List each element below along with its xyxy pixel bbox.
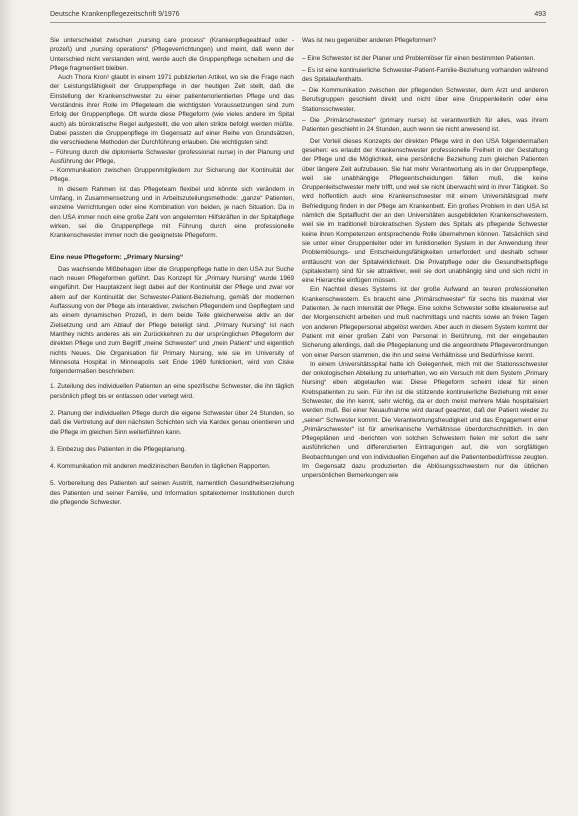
list-item: 4. Kommunikation mit anderen medizinischen Berufen in täglichen Rapporten. <box>50 463 271 471</box>
list-item: 5. Vorbereitung des Patienten auf seinen Austritt, namentlich Gesundheitserziehung des Patienten und seiner Familie, und Information spitalexterner Institutionen durch die pflegende Schwester. <box>50 480 294 507</box>
dash-list <box>302 54 548 134</box>
paragraph: – Führung durch die diplomierte Schwester (professional nurse) in der Planung und Ausführung der Pflege, <box>50 148 294 165</box>
paragraph: Ein Nachteil dieses Systems ist der große Aufwand an teuren professionellen Krankenschwestern. Es braucht eine „Primärschwester“ für sechs bis maximal vier Patienten. Je nach Intensität der Pflege. Eine solche Schwester sollte idealerweise auf der Morgenschicht arbeiten und muß nachmittags und nachts sowie an freien Tagen von anderen Pflegepersonal abgelöst werden. Aber auch in diesem System kommt der Patient mit einer großen Zahl von Personal in Berührung, mit der eingebauten Sicherung allerdings, daß die Pflegeplanung und die angeordnete Pflegeverordnungen von einer Person stammen, die ihn und seine Verhältnisse und Bedürfnisse kennt. <box>302 286 548 359</box>
dash-item: – Die „Primärschwester“ (primary nurse) ist verantwortlich für alles, was ihrem Patienten geschieht in 24 Stunden, auch wenn sie nicht anwesend ist. <box>302 117 548 134</box>
paragraph: Sie unterscheidet zwischen „nursing care process“ (Krankenpflegeablauf oder -prozeß) und „nursing operations“ (Pflegeverrichtungen) und meint, daß wenn der Unterschied nicht verstanden wird, werde auch die Gruppenpflege scheitern und die Pflege fragmentiert bleiben. <box>50 37 294 72</box>
question-line: Was ist neu gegenüber anderen Pflegeformen? <box>302 37 437 44</box>
page-number: 493 <box>534 11 546 18</box>
list-item: 1. Zuteilung des individuellen Patienten an eine spezifische Schwester, die ihn täglich persönlich pflegt bis er entlassen oder verlegt wird. <box>50 383 294 400</box>
right-column <box>302 36 548 481</box>
running-header <box>50 10 546 23</box>
paragraph: – Kommunikation zwischen Gruppenmitgliedern zur Sicherung der Kontinuität der Pflege. <box>50 167 294 184</box>
dash-item: – Eine Schwester ist der Planer und Problemlöser für einen bestimmten Patienten. <box>302 55 536 63</box>
list-item: 2. Planung der individuellen Pflege durch die eigene Schwester über 24 Stunden, so daß die Vertretung auf den nächsten Schichten sich via Kardex genau orientieren und die Pflege im gleichen Sinn weiterführen kann. <box>50 409 294 436</box>
paragraph: Auch Thora Kron¹ glaubt in einem 1971 publizierten Artikel, wo sie die Frage nach der Leistungsfähigkeit der Gruppenpflege in der heutigen Zeit stellt, daß die Einstellung der Krankenschwester zu einer patientenorientierten Pflege und das Verständnis ihrer Rolle im Pflegeteam die wichtigsten Voraussetzungen sind zum Erfolg der Gruppenpflege. Oft wurde diese Pflegeform (wie vieles andere im Spital auch) als bürokratische Regel aufgestellt, die von allen strikte befolgt werden müßte. Dabei passten die Gruppenpflege im Gegensatz auf einer Reihe von Grundsätzen, die verschiedene Methoden der Durchführung erlauben. Die wichtigsten sind: <box>50 74 294 147</box>
paragraph: In diesem Rahmen ist das Pflegeteam flexibel und könnte sich verändern in Umfang, in Zusammensetzung und in Arbeitszuteilungsmethode: „ganze“ Patienten, einzelne Verrichtungen oder eine Kombination von beiden, je nach Situation. Da in den USA immer noch eine große Zahl von angelernten Hilfskräften in der Spitalpflege wirken, sei die Gruppenpflege mit Führung durch eine professionelle Krankenschwester immer noch die geeignetste Pflegeform. <box>50 185 294 240</box>
paragraph: Das wachsende Mißbehagen über die Gruppenpflege hatte in den USA zur Suche nach neuen Pflegeformen geführt. Das Konzept für „Primary Nursing“ wurde 1969 eingeführt. Der Hauptakzent liegt dabei auf der Kontinuität der Pflege und zwar vor allem auf der Kontinuität der Schwester-Patient-Beziehung, gemäß der modernen Auffassung von der Pflege als interaktiver, zwischen Pflegendem und Gepflegtem und als einem dynamischen Prozeß, in dem beide Teile gleicherweise aktiv an der Zielsetzung und am Ablauf der Pflege beteiligt sind. „Primary Nursing“ ist nach Manthey nichts anderes als ein Zurückkehren zu der ursprünglichen Pflegeform der direkten Pflege und zum Begriff „meine Schwester“ und „mein Patient“ und eigentlich nichts Neues. Die Organisation für Primary Nursing, wie sie im University of Minnesota Hospital in Minneapolis seit Ende 1969 funktioniert, wird von Ciske folgendermaßen beschrieben: <box>50 265 294 376</box>
numbered-list <box>50 382 294 507</box>
dash-item: – Die Kommunikation zwischen der pflegenden Schwester, dem Arzt und anderen Berufsgruppen geschieht direkt und nicht über eine Gruppenleiterin oder eine Stationsschwester. <box>302 87 548 113</box>
paragraph: In einem Universitätsspital hatte ich Gelegenheit, mich mit der Stationsschwester der onkologischen Abteilung zu unterhalten, wo ein Versuch mit dem System „Primary Nursing“ eben abgelaufen war. Diese Pflegeform scheint ideal für einen Krebspatienten zu sein. Für ihn ist die stützende kontinuierliche Beziehung mit einer Schwester, die ihn kennt, sehr wichtig, da er doch meist mehrere Male hospitalisiert werden muß. Bei einer Neuaufnahme wird darauf geachtet, daß der Patient wieder zu „seiner“ Schwester kommt. Die Verantwortungsfreudigkeit und das Engagement einer „Primärschwester“ ist für amerikanische Verhältnisse überdurchschnittlich. In den Pflegeplänen und -berichten von solchen Schwestern fielen mir sofort die sehr ausführlichen und differenzierten Eintragungen auf, die von sorgfältigen Beobachtungen und von individuellen Eingehen auf die Patientenbedürfnisse zeugten. Im Gegensatz dazu produzierten die Ablösungsschwestern nur die üblichen unpersönlichen Bemerkungen wie <box>302 360 548 480</box>
journal-title: Deutsche Krankenpflegezeitschrift 9/1976 <box>50 11 180 18</box>
section-heading: Eine neue Pflegeform: „Primary Nursing“ <box>50 253 184 261</box>
list-item: 3. Einbezug des Patienten in die Pflegeplanung. <box>50 445 187 453</box>
left-column <box>50 36 294 515</box>
dash-item: – Es ist eine kontinuierliche Schwester-Patient-Familie-Beziehung vorhanden während des Spitalaufenthalts. <box>302 66 548 83</box>
paragraph: Der Vorteil dieses Konzepts der direkten Pflege wird in den USA folgendermaßen gesehen: es erlaubt der Krankenschwester professionelle Freiheit in der Gestaltung der Pflege und die Möglichkeit, eine persönliche Beziehung zum gleichen Patienten über längere Zeit aufzubauen. Sie hat mehr Verantwortung als in der Gruppenpflege, weil sie unabhängige Pflegeentscheidungen fällen muß, die keine Gruppenleitschwester mehr trifft, und weil sie nicht überwacht wird in ihrer Tätigkeit. So wird hoffentlich auch eine Krankenschwester mit einem Universitätsgrad mehr Befriedigung finden in der Pflege am Krankenbett. Ein großes Problem in den USA ist nämlich die Spitalflucht der an den Universitäten ausgebildeten Krankenschwestern, weil sie im traditionell bürokratischen System des Spitals als pflegende Schwester keine ihren Kompetenzen entsprechende Rolle übernehmen können. Tatsächlich sind sie unter einer Gruppenleiter oder im funktionellen System in der Anwendung ihrer Problemlösungs- und Entscheidungsfähigkeiten unterfordert und deshalb schwer enttäuscht von der Spitalwirklichkeit. Die Privatpflege oder die Gesundheitspflege (spitalextern) sind für sie attraktiver, weil sie dort unabhängig sind und sich nicht in eine Hierarchie einfügen müssen. <box>302 137 548 285</box>
scan-edge-shadow <box>0 0 14 816</box>
